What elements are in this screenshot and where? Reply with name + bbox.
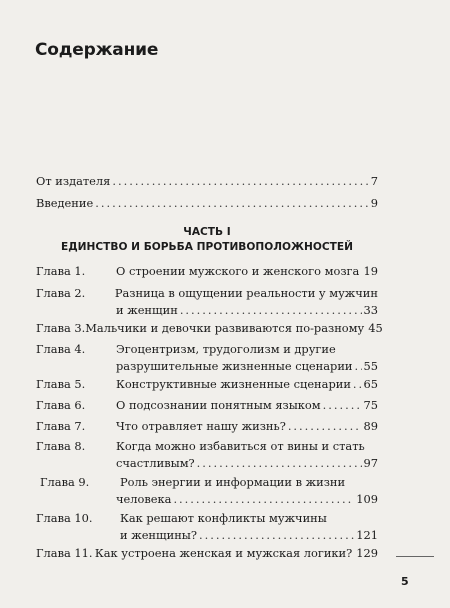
toc-entry-chapter-11 [36, 545, 378, 562]
entry-page: 75 [363, 398, 378, 412]
chapter-title: Как решают конфликты мужчины [120, 511, 327, 525]
leader-dots [95, 195, 369, 212]
entry-label: От издателя [36, 174, 111, 188]
chapter-number: Глава 4. [36, 342, 86, 356]
entry-page: 19 [363, 264, 378, 278]
entry-page: 55 [363, 359, 378, 373]
chapter-title: Как устроена женская и мужская логики? [94, 546, 353, 560]
chapter-number: Глава 5. [36, 377, 86, 391]
toc-entry-intro [36, 195, 378, 212]
entry-label: Введение [36, 196, 94, 210]
toc-entry-chapter-7 [36, 418, 378, 435]
page-title: Содержание [35, 40, 159, 60]
leader-dots [180, 302, 362, 319]
chapter-number: Глава 9. [40, 475, 90, 489]
chapter-title: О подсознании понятным языком [116, 398, 321, 412]
entry-page: 89 [363, 419, 378, 433]
footer-rule [396, 556, 434, 557]
entry-page: 7 [370, 174, 378, 188]
chapter-number: Глава 1. [36, 264, 86, 278]
chapter-title: Разница в ощущении реальности у мужчин [114, 286, 378, 300]
chapter-title-cont: и женщин [116, 303, 178, 317]
toc-entry-chapter-10 [36, 510, 378, 544]
toc-entry-publisher [36, 173, 378, 190]
chapter-number: Глава 3. [36, 321, 86, 335]
leader-dots [197, 455, 362, 472]
entry-page: 9 [370, 196, 378, 210]
entry-page: 109 [356, 492, 378, 506]
toc-entry-chapter-3 [36, 320, 383, 337]
chapter-number: Глава 2. [36, 286, 86, 300]
part-subtitle: ЕДИНСТВО И БОРЬБА ПРОТИВОПОЛОЖНОСТЕЙ [60, 241, 354, 253]
toc-entry-chapter-2 [36, 285, 378, 319]
chapter-number: Глава 10. [36, 511, 93, 525]
chapter-number: Глава 8. [36, 439, 86, 453]
entry-page: 33 [363, 303, 378, 317]
chapter-title-cont: счастливым? [116, 456, 195, 470]
entry-page: 121 [356, 528, 378, 542]
toc-entry-chapter-5 [36, 376, 378, 393]
chapter-number: Глава 7. [36, 419, 86, 433]
chapter-title: Мальчики и девочки развиваются по-разному [85, 321, 365, 335]
chapter-title: Когда можно избавиться от вины и стать [116, 439, 365, 453]
leader-dots [199, 527, 354, 544]
chapter-number: Глава 6. [36, 398, 86, 412]
entry-page: 45 [368, 321, 383, 335]
toc-entry-chapter-9 [36, 474, 378, 508]
page-number: 5 [401, 575, 409, 588]
leader-dots [355, 358, 362, 375]
chapter-title: Роль энергии и информации в жизни [120, 475, 346, 489]
leader-dots [112, 173, 368, 190]
chapter-title: Конструктивные жизненные сценарии [116, 377, 351, 391]
leader-dots [353, 376, 362, 393]
chapter-title: Что отравляет нашу жизнь? [116, 419, 286, 433]
leader-dots [173, 491, 354, 508]
chapter-title: О строении мужского и женского мозга [116, 264, 360, 278]
part-label: ЧАСТЬ I [183, 226, 231, 238]
chapter-title-cont: и женщины? [120, 528, 197, 542]
chapter-number: Глава 11. [36, 546, 93, 560]
chapter-title-cont: человека [116, 492, 172, 506]
toc-entry-chapter-4 [36, 341, 378, 375]
leader-dots [323, 397, 362, 414]
chapter-title: Эгоцентризм, трудоголизм и другие [116, 342, 336, 356]
leader-dots [288, 418, 362, 435]
chapter-title-cont: разрушительные жизненные сценарии [116, 359, 353, 373]
entry-page: 129 [356, 546, 378, 560]
entry-page: 65 [363, 377, 378, 391]
entry-page: 97 [363, 456, 378, 470]
toc-entry-chapter-1 [36, 263, 378, 280]
toc-entry-chapter-8 [36, 438, 378, 472]
toc-entry-chapter-6 [36, 397, 378, 414]
